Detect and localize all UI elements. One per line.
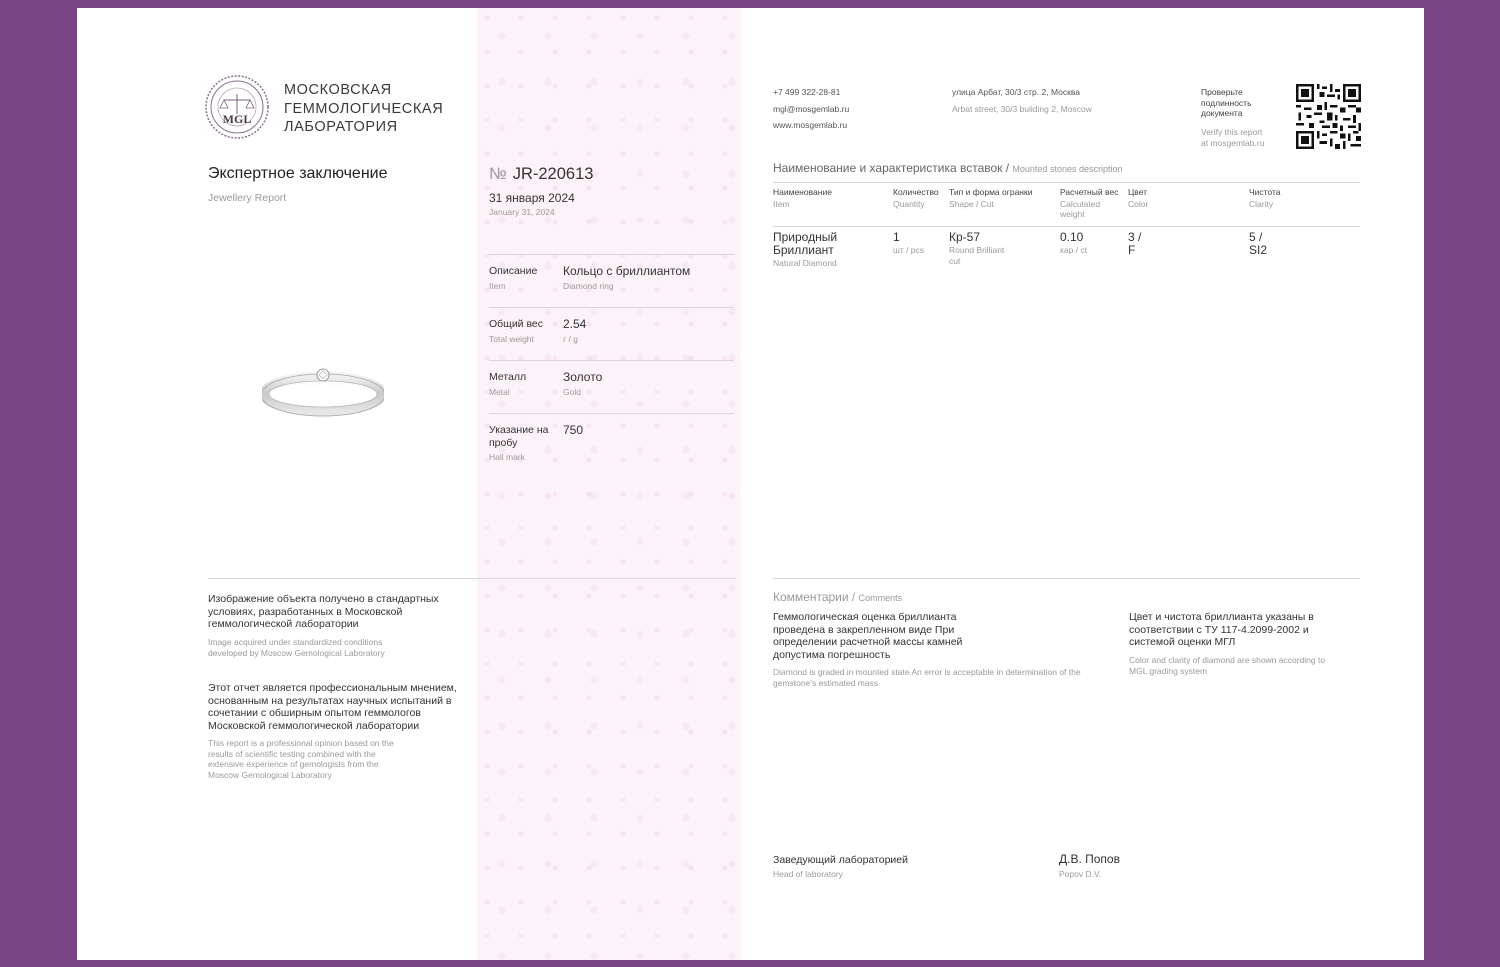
comment-left-en: Diamond is graded in mounted state An error is acceptable in determination of the gemstone's estimated mass <box>773 667 1081 688</box>
prop-value-weight-en: г / g <box>563 334 578 344</box>
contact-site[interactable]: www.mosgemlab.ru <box>773 120 848 130</box>
signature-name: Д.В. Попов <box>1059 852 1120 866</box>
svg-text:MGL: MGL <box>222 112 252 126</box>
ring-image <box>262 364 384 420</box>
prop-label-metal-en: Metal <box>489 387 510 397</box>
qr-code-icon[interactable] <box>1296 84 1361 149</box>
comments-title: Комментарии / Comments <box>773 590 903 604</box>
divider <box>208 578 736 579</box>
decorative-band <box>477 8 741 960</box>
prop-label-weight-en: Total weight <box>489 334 534 344</box>
signature-name-en: Popov D.V. <box>1059 869 1102 879</box>
divider <box>489 254 734 255</box>
image-note-en: Image acquired under standardized conditions developed by Moscow Gemological Laboratory <box>208 637 385 658</box>
contact-phone: +7 499 322-28-81 <box>773 87 841 97</box>
report-date-en: January 31, 2024 <box>489 207 555 217</box>
th-quantity: Количество Quantity <box>893 187 939 209</box>
address <box>952 84 1092 117</box>
prop-label-item-en: Item <box>489 281 506 291</box>
prop-label-item: Описание <box>489 265 538 277</box>
prop-value-hallmark: 750 <box>563 423 584 437</box>
opinion-note: Этот отчет является профессиональным мнением, основанным на результатах научных испытаний в сочетании с обширным опытом геммологов Московской геммологической лаборатории <box>208 682 457 732</box>
prop-label-hallmark-en: Hall mark <box>489 452 525 462</box>
lab-name: МОСКОВСКАЯ ГЕММОЛОГИЧЕСКАЯ ЛАБОРАТОРИЯ <box>284 82 444 135</box>
stone-clarity: 5 / SI2 <box>1249 230 1268 257</box>
th-item: Наименование Item <box>773 187 832 209</box>
lab-seal-logo <box>204 74 270 140</box>
signature-role: Заведующий лабораторией <box>773 854 908 866</box>
th-weight: Расчетный вес Calculated weight <box>1060 187 1119 219</box>
comment-right: Цвет и чистота бриллианта указаны в соответствии с ТУ 117-4.2099-2002 и системой оценки МГЛ <box>1129 611 1314 648</box>
signature-role-en: Head of laboratory <box>773 869 843 879</box>
comment-right-en: Color and clarity of diamond are shown according to MGL grading system <box>1129 655 1326 676</box>
divider <box>489 307 734 308</box>
prop-value-weight: 2.54 <box>563 317 587 331</box>
stone-weight: 0.10 кар / ct <box>1060 230 1088 255</box>
prop-label-weight: Общий вес <box>489 318 544 330</box>
contact-email[interactable]: mgl@mosgemlab.ru <box>773 103 850 114</box>
prop-value-item: Кольцо с бриллиантом <box>563 264 691 278</box>
report-sheet <box>77 8 1424 960</box>
stone-cut: Кр-57 Round Brilliant cut <box>949 230 1005 266</box>
prop-value-item-en: Diamond ring <box>563 281 614 291</box>
verify-text-en: Verify this report at mosgemlab.ru <box>1201 127 1265 148</box>
image-note: Изображение объекта получено в стандартных условиях, разработанных в Московской геммологической лаборатории <box>208 593 439 630</box>
prop-label-metal: Металл <box>489 371 527 383</box>
prop-label-hallmark: Указание на пробу <box>489 424 549 449</box>
prop-value-metal-en: Gold <box>563 387 581 397</box>
divider <box>489 413 734 414</box>
stones-section-title: Наименование и характеристика вставок / Mounted stones description <box>773 161 1123 175</box>
comment-left: Геммологическая оценка бриллианта проведена в закрепленном виде При определении расчетной массы камней допустима погрешность <box>773 611 963 661</box>
report-title: Экспертное заключение <box>208 165 388 182</box>
report-title-en: Jewellery Report <box>208 192 287 204</box>
stone-color: 3 / F <box>1128 230 1142 257</box>
divider <box>773 226 1360 227</box>
contacts <box>773 84 849 134</box>
stone-item: Природный Бриллиант Natural Diamond <box>773 230 838 268</box>
divider <box>773 182 1360 183</box>
report-number: № JR-220613 <box>489 165 594 183</box>
verify-text: Проверьте подлинность документа <box>1201 87 1252 118</box>
address-en: Arbat street, 30/3 building 2, Moscow <box>952 103 1092 114</box>
divider <box>489 360 734 361</box>
report-date: 31 января 2024 <box>489 191 575 205</box>
address-ru: улица Арбат, 30/3 стр. 2, Москва <box>952 87 1080 97</box>
th-cut: Тип и форма огранки Shape / Cut <box>949 187 1033 209</box>
th-clarity: Чистота Clarity <box>1249 187 1281 209</box>
stone-quantity: 1 шт / pcs <box>893 230 925 255</box>
opinion-note-en: This report is a professional opinion based on the results of scientific testing combined with the extensive experience of gemologists from the Moscow Gemological Laboratory <box>208 738 394 780</box>
divider <box>773 578 1360 579</box>
th-color: Цвет Color <box>1128 187 1149 209</box>
prop-value-metal: Золото <box>563 370 603 384</box>
